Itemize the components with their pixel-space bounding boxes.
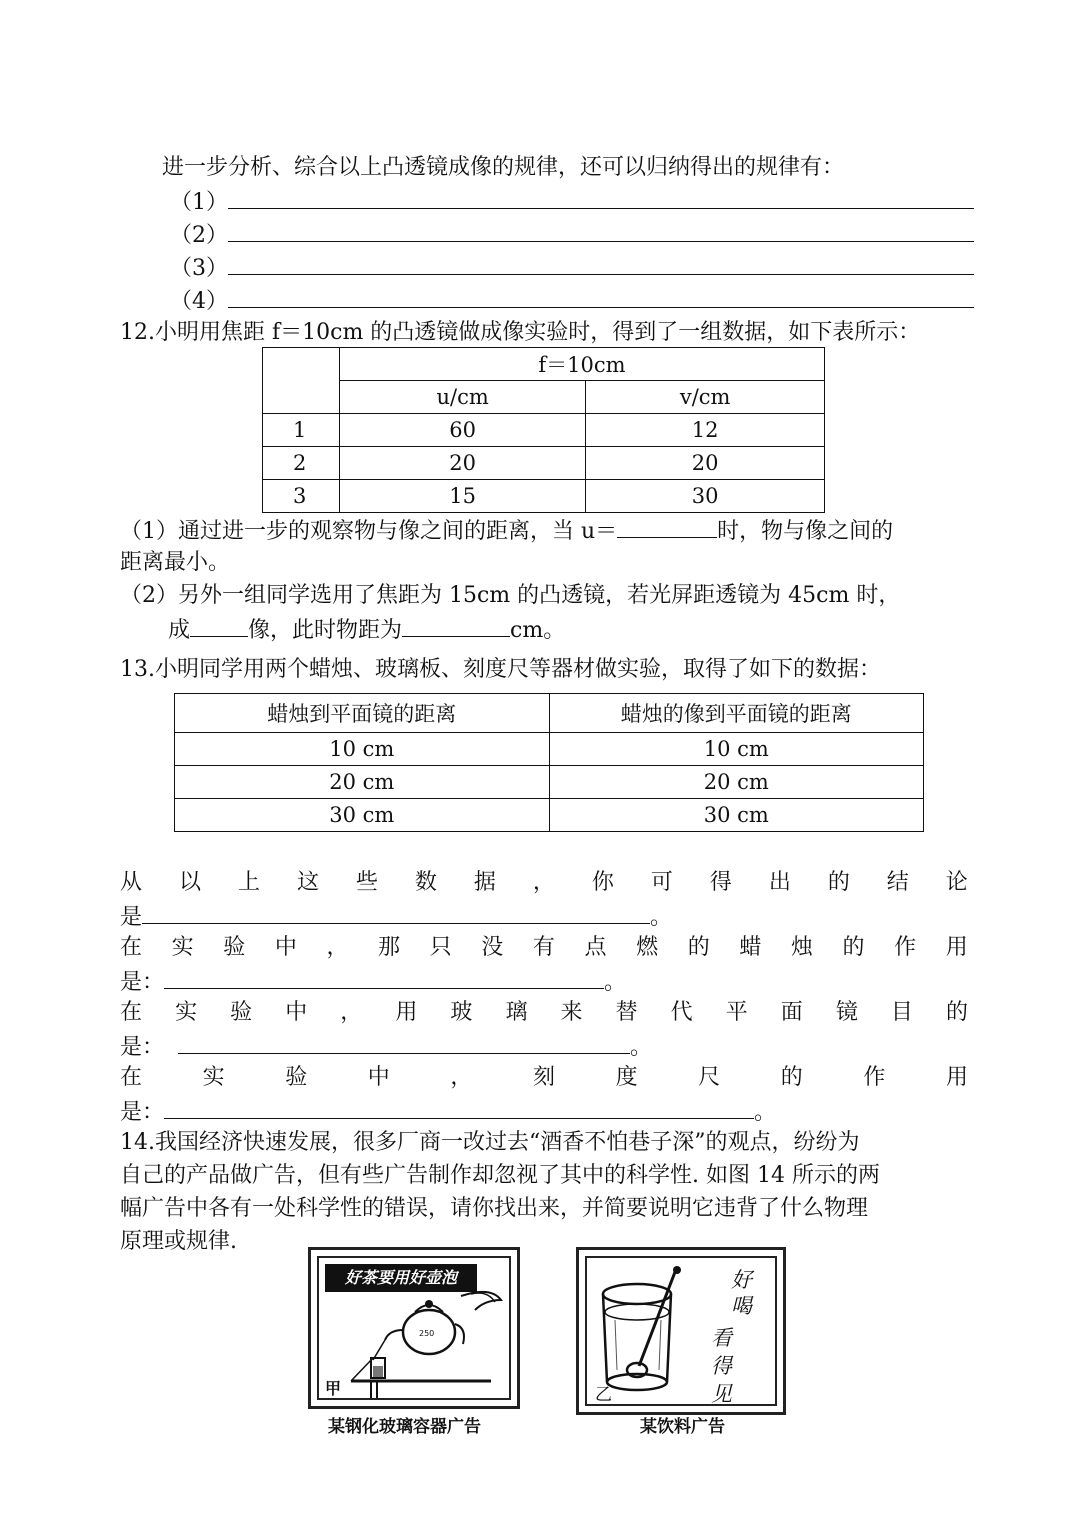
table-cell: 20 cm bbox=[549, 766, 924, 799]
figure-b-caption: 某饮料广告 bbox=[640, 1417, 725, 1437]
answer-blank[interactable] bbox=[402, 614, 510, 637]
q14-line1: 14.我国经济快速发展，很多厂商一改过去“酒香不怕巷子深”的观点，纷纷为 bbox=[120, 1130, 860, 1155]
q13-answer1 bbox=[120, 901, 672, 933]
q13-text: 。 bbox=[630, 1035, 653, 1060]
q12-part1-cont: 距离最小。 bbox=[120, 550, 231, 575]
spaced-char: 没 bbox=[481, 935, 504, 960]
spaced-char: 平 bbox=[725, 1000, 748, 1025]
spaced-char: 作 bbox=[894, 935, 917, 960]
spaced-char: 的 bbox=[687, 935, 710, 960]
q12-text: 像，此时物距为 bbox=[248, 618, 403, 643]
spaced-char: 你 bbox=[591, 870, 614, 895]
table-cell: 10 cm bbox=[549, 733, 924, 766]
answer-blank[interactable] bbox=[178, 1031, 630, 1054]
table-header-v: v/cm bbox=[586, 381, 825, 414]
spaced-char: 从 bbox=[120, 870, 143, 895]
slogan-char: 好 bbox=[731, 1268, 752, 1292]
table-group-header: f＝10cm bbox=[340, 348, 825, 381]
q13-line3 bbox=[120, 998, 968, 1028]
q12-text: cm。 bbox=[510, 618, 566, 643]
spaced-char: 以 bbox=[178, 870, 201, 895]
spaced-char: 只 bbox=[429, 935, 452, 960]
table-cell: 3 bbox=[263, 480, 340, 513]
table-header: 蜡烛的像到平面镜的距离 bbox=[549, 694, 924, 733]
q12-part1-text: （1）通过进一步的观察物与像之间的距离，当 u＝ bbox=[120, 519, 618, 544]
table-header: 蜡烛到平面镜的距离 bbox=[175, 694, 550, 733]
q12-part2-cont bbox=[168, 614, 565, 646]
rule-line-2 bbox=[170, 219, 974, 251]
spaced-char: ， bbox=[450, 1065, 473, 1090]
spaced-char: 这 bbox=[296, 870, 319, 895]
spaced-char: ， bbox=[532, 870, 555, 895]
spaced-char: 结 bbox=[886, 870, 909, 895]
svg-text:250: 250 bbox=[419, 1329, 435, 1338]
spaced-char: 些 bbox=[355, 870, 378, 895]
spaced-char: 点 bbox=[584, 935, 607, 960]
spaced-char: 中 bbox=[367, 1065, 390, 1090]
spaced-char: 可 bbox=[650, 870, 673, 895]
q13-stem: 13.小明同学用两个蜡烛、玻璃板、刻度尺等器材做实验，取得了如下的数据： bbox=[120, 657, 881, 682]
answer-blank[interactable] bbox=[228, 219, 974, 242]
spaced-char: 实 bbox=[202, 1065, 225, 1090]
table-cell: 20 bbox=[586, 447, 825, 480]
q13-text: 。 bbox=[650, 905, 673, 930]
spaced-char: 镜 bbox=[835, 1000, 858, 1025]
figure-b-drink-ad bbox=[576, 1247, 786, 1415]
spaced-char: 出 bbox=[768, 870, 791, 895]
spaced-char: 目 bbox=[890, 1000, 913, 1025]
spaced-char: 度 bbox=[615, 1065, 638, 1090]
q14-line2: 自己的产品做广告，但有些广告制作却忽视了其中的科学性. 如图 14 所示的两 bbox=[120, 1163, 880, 1188]
rule-number: （4） bbox=[170, 289, 228, 314]
table-cell: 60 bbox=[340, 414, 586, 447]
figure-a-banner: 好茶要用好壶泡 bbox=[325, 1264, 477, 1292]
rule-line-4 bbox=[170, 285, 974, 317]
spaced-char: 验 bbox=[285, 1065, 308, 1090]
figure-a-caption: 某钢化玻璃容器广告 bbox=[328, 1417, 481, 1437]
slogan-char: 得 bbox=[711, 1354, 732, 1378]
answer-blank[interactable] bbox=[190, 614, 248, 637]
spaced-char: ， bbox=[326, 935, 349, 960]
spaced-char: 作 bbox=[863, 1065, 886, 1090]
answer-blank[interactable] bbox=[164, 966, 604, 989]
table-cell: 15 bbox=[340, 480, 586, 513]
spaced-char: 在 bbox=[120, 935, 143, 960]
q14-line3: 幅广告中各有一处科学性的错误，请你找出来，并简要说明它违背了什么物理 bbox=[120, 1196, 869, 1221]
spaced-char: ， bbox=[340, 1000, 363, 1025]
spaced-char: 烛 bbox=[790, 935, 813, 960]
spaced-char: 在 bbox=[120, 1065, 143, 1090]
intro-text: 进一步分析、综合以上凸透镜成像的规律，还可以归纳得出的规律有： bbox=[162, 155, 845, 180]
spaced-char: 据 bbox=[473, 870, 496, 895]
spaced-char: 中 bbox=[274, 935, 297, 960]
table-header-u: u/cm bbox=[340, 381, 586, 414]
spaced-char: 替 bbox=[615, 1000, 638, 1025]
table-corner bbox=[263, 348, 340, 414]
spaced-char: 验 bbox=[230, 1000, 253, 1025]
spaced-char: 数 bbox=[414, 870, 437, 895]
spaced-char: 刻 bbox=[532, 1065, 555, 1090]
table-cell: 1 bbox=[263, 414, 340, 447]
q12-table bbox=[262, 347, 825, 513]
table-cell: 2 bbox=[263, 447, 340, 480]
spaced-char: 实 bbox=[171, 935, 194, 960]
answer-blank[interactable] bbox=[617, 515, 717, 538]
q12-stem: 12.小明用焦距 f＝10cm 的凸透镜做成像实验时，得到了一组数据，如下表所示： bbox=[120, 320, 921, 345]
spaced-char: 那 bbox=[378, 935, 401, 960]
spaced-char: 蜡 bbox=[739, 935, 762, 960]
spaced-char: 用 bbox=[945, 935, 968, 960]
table-row bbox=[263, 447, 825, 480]
spaced-char: 论 bbox=[945, 870, 968, 895]
q12-part1 bbox=[120, 515, 893, 547]
spaced-char: 的 bbox=[945, 1000, 968, 1025]
spaced-char: 玻 bbox=[450, 1000, 473, 1025]
spaced-char: 有 bbox=[532, 935, 555, 960]
spaced-char: 上 bbox=[237, 870, 260, 895]
figure-b-label: 乙 bbox=[595, 1385, 612, 1405]
teapot-illustration bbox=[311, 1250, 517, 1406]
table-cell: 30 cm bbox=[175, 799, 550, 832]
slogan-char: 看 bbox=[711, 1326, 732, 1350]
spaced-char: 用 bbox=[395, 1000, 418, 1025]
slogan-char: 见 bbox=[711, 1382, 732, 1406]
figure-a-label: 甲 bbox=[325, 1379, 342, 1398]
q14-line4: 原理或规律. bbox=[120, 1229, 237, 1254]
table-cell: 10 cm bbox=[175, 733, 550, 766]
table-cell: 12 bbox=[586, 414, 825, 447]
q12-part2: （2）另外一组同学选用了焦距为 15cm 的凸透镜，若光屏距透镜为 45cm 时， bbox=[120, 583, 901, 608]
q13-answer3 bbox=[120, 1031, 652, 1063]
answer-blank[interactable] bbox=[228, 252, 974, 275]
q13-text: 是： bbox=[120, 970, 165, 995]
rule-number: （1） bbox=[170, 190, 228, 215]
spaced-char: 的 bbox=[780, 1065, 803, 1090]
slogan-char: 喝 bbox=[731, 1294, 752, 1318]
table-row bbox=[175, 799, 924, 832]
spaced-char: 来 bbox=[560, 1000, 583, 1025]
q13-text: 是 bbox=[120, 905, 143, 930]
q12-text: 成 bbox=[168, 618, 191, 643]
spaced-char: 得 bbox=[709, 870, 732, 895]
rule-number: （2） bbox=[170, 223, 228, 248]
spaced-char: 的 bbox=[842, 935, 865, 960]
q13-answer2 bbox=[120, 966, 626, 998]
spaced-char: 中 bbox=[285, 1000, 308, 1025]
q13-answer4 bbox=[120, 1096, 776, 1128]
answer-blank[interactable] bbox=[142, 901, 650, 924]
spaced-char: 面 bbox=[780, 1000, 803, 1025]
answer-blank[interactable] bbox=[228, 285, 974, 308]
spaced-char: 璃 bbox=[505, 1000, 528, 1025]
table-row bbox=[263, 480, 825, 513]
spaced-char: 在 bbox=[120, 1000, 143, 1025]
spaced-char: 实 bbox=[175, 1000, 198, 1025]
spaced-char: 尺 bbox=[698, 1065, 721, 1090]
q13-line2 bbox=[120, 933, 968, 963]
table-row bbox=[263, 414, 825, 447]
q13-text: 是： bbox=[120, 1100, 165, 1125]
q12-part1-text-2: 时，物与像之间的 bbox=[717, 519, 894, 544]
q13-text: 。 bbox=[754, 1100, 777, 1125]
answer-blank[interactable] bbox=[228, 186, 974, 209]
spaced-char: 燃 bbox=[636, 935, 659, 960]
spaced-char: 用 bbox=[945, 1065, 968, 1090]
rule-number: （3） bbox=[170, 256, 228, 281]
answer-blank[interactable] bbox=[164, 1096, 754, 1119]
table-cell: 30 bbox=[586, 480, 825, 513]
table-cell: 20 cm bbox=[175, 766, 550, 799]
table-row bbox=[175, 733, 924, 766]
spaced-char: 代 bbox=[670, 1000, 693, 1025]
q13-line1 bbox=[120, 868, 968, 898]
q13-line4 bbox=[120, 1063, 968, 1093]
table-cell: 30 cm bbox=[549, 799, 924, 832]
spaced-char: 验 bbox=[223, 935, 246, 960]
rule-line-3 bbox=[170, 252, 974, 284]
rule-line-1 bbox=[170, 186, 974, 218]
q13-table bbox=[174, 693, 924, 832]
figure-a-teapot-ad bbox=[308, 1247, 520, 1409]
q13-text: 。 bbox=[604, 970, 627, 995]
table-cell: 20 bbox=[340, 447, 586, 480]
spaced-char: 的 bbox=[827, 870, 850, 895]
table-row bbox=[175, 766, 924, 799]
q13-text: 是： bbox=[120, 1035, 165, 1060]
